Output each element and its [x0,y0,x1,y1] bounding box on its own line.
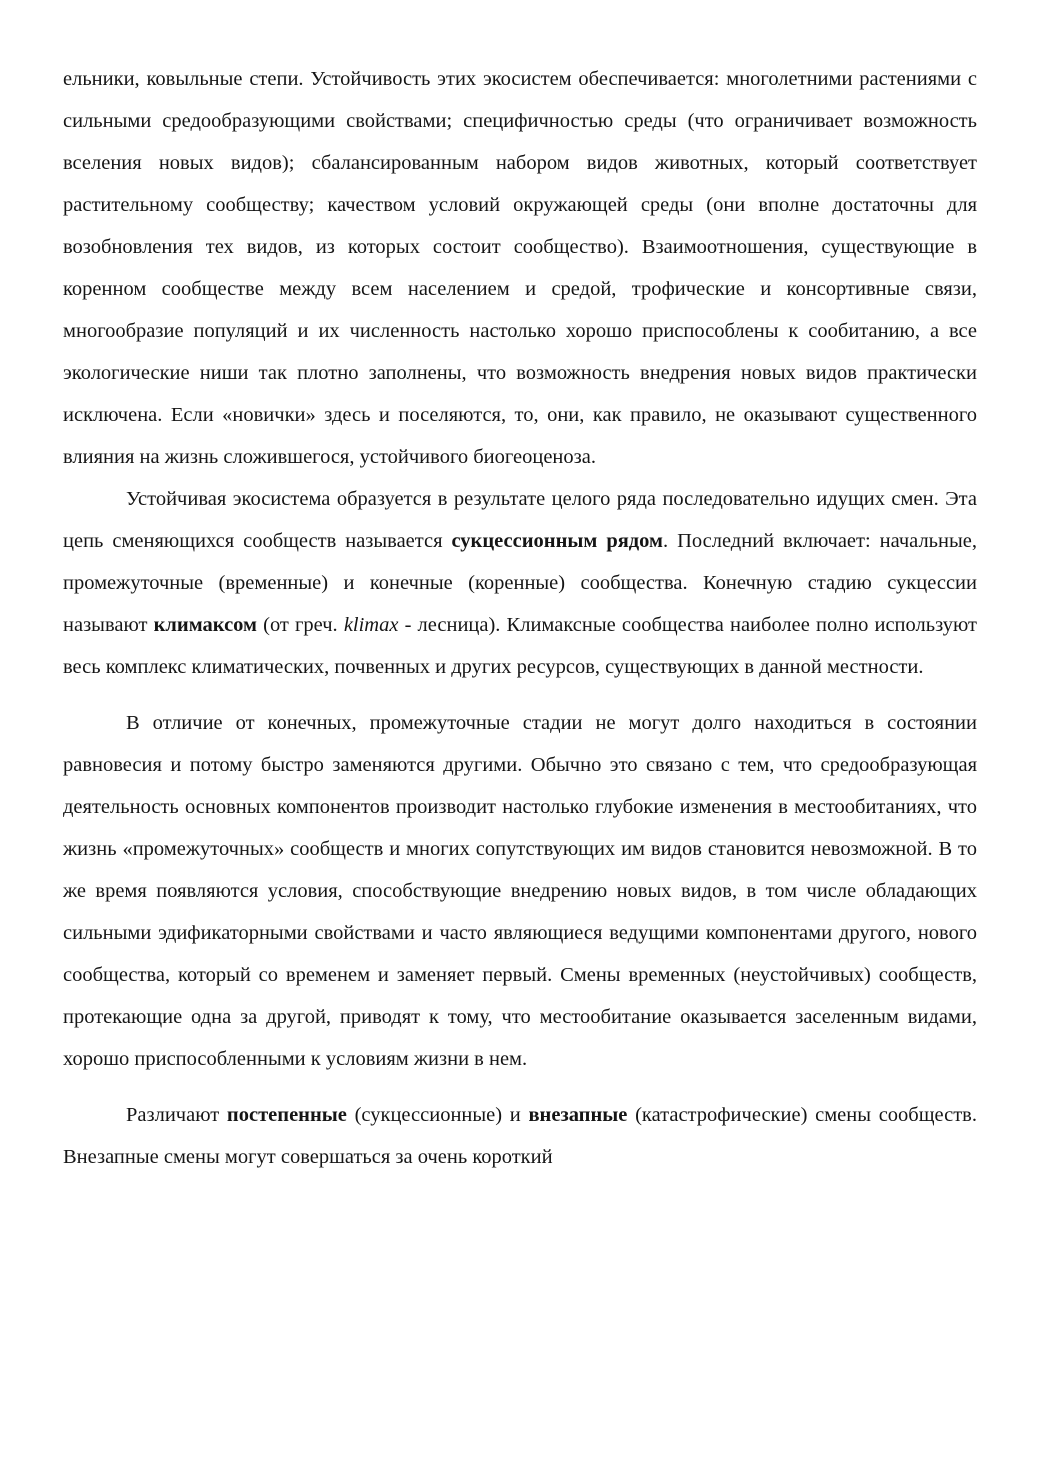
paragraph-2 [63,478,977,688]
text-run: . Последний включает: начальные, промежуточные (временные) и конечные (коренные) сообщества. Конечную стадию сукцессии называют [63,530,978,636]
term-klimax-latin: klimax [343,614,399,636]
text-run: В отличие от конечных, промежуточные стадии не могут долго находиться в состоянии равновесия и потому быстро заменяются другими. Обычно это связано с тем, что средообразующая деятельность основных компонентов производит настолько глубокие изменения в местообитаниях, что жизнь «промежуточных» сообществ и многих сопутствующих им видов становится невозможной. В то же время появляются условия, способствующие внедрению новых видов, в том числе обладающих сильными эдификаторными свойствами и часто являющиеся ведущими компонентами другого, нового сообщества, который со временем и заменяет первый. Смены временных (неустойчивых) сообществ, протекающие одна за другой, приводят к тому, что местообитание оказывается заселенным видами, хорошо приспособленными к условиям жизни в нем. [63,712,977,1070]
text-run: (катастрофические) смены сообществ. Внезапные смены могут совершаться за очень короткий [63,1104,977,1168]
text-run: (от греч. [257,614,344,636]
text-run: Различают [126,1104,227,1126]
term-succession-series: сукцессионным рядом [451,530,664,552]
text-run: ельники, ковыльные степи. Устойчивость этих экосистем обеспечивается: многолетними растениями с сильными средообразующими свойствами; специфичностью среды (что ограничивает возможность вселения новых видов); сбалансированным набором видов животных, который соответствует растительному сообществу; качеством условий окружающей среды (они вполне достаточны для возобновления тех видов, из которых состоит сообщество). Взаимоотношения, существующие в коренном сообществе между всем населением и средой, трофические и консортивные связи, многообразие популяций и их численность настолько хорошо приспособлены к сообитанию, а все экологические ниши так плотно заполнены, что возможность внедрения новых видов практически исключена. Если «новички» здесь и поселяются, то, они, как правило, не оказывают существенного влияния на жизнь сложившегося, устойчивого биогеоценоза. [63,68,977,468]
term-sudden: внезапные [528,1104,628,1126]
term-climax: климаксом [153,614,257,636]
paragraph-1 [63,58,977,478]
paragraph-4 [63,1094,977,1178]
text-run: - лесница). Климаксные сообщества наиболее полно используют весь комплекс климатических, почвенных и других ресурсов, существующих в данной местности. [63,614,978,678]
text-run: (сукцессионные) и [346,1104,529,1126]
document-page [63,58,977,1178]
text-run: Устойчивая экосистема образуется в результате целого ряда последовательно идущих смен. Эта цепь сменяющихся сообществ называется [63,488,977,552]
paragraph-3 [63,702,977,1080]
term-gradual: постепенные [226,1104,347,1126]
